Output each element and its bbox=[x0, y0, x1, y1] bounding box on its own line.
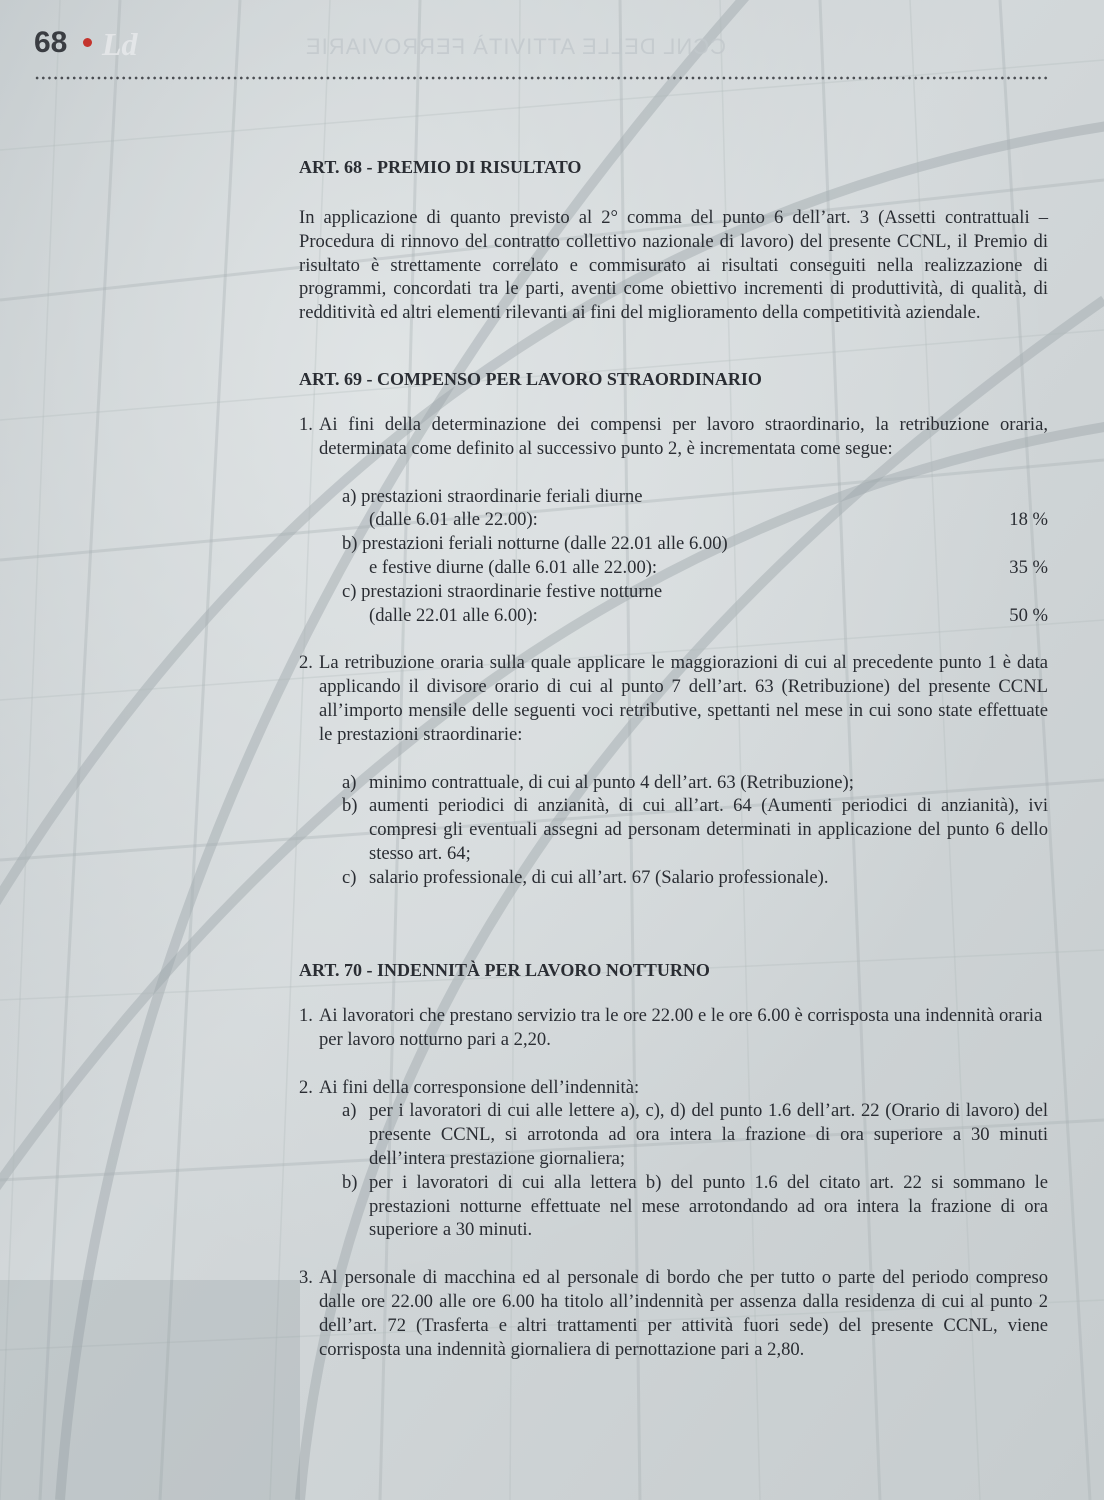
rate-line1: c) prestazioni straordinarie festive notturne bbox=[342, 580, 663, 602]
item-text: salario professionale, di cui all’art. 67 (Salario professionale). bbox=[369, 866, 829, 888]
item-letter: a) bbox=[342, 771, 357, 793]
art70-p1-number: 1. bbox=[299, 1005, 313, 1026]
art70-p2-number: 2. bbox=[299, 1076, 313, 1098]
art70-point-3 bbox=[299, 1266, 1048, 1361]
rate-percent: 50 % bbox=[1009, 604, 1048, 626]
page-number: 68 bbox=[34, 26, 68, 59]
item-letter: b) bbox=[342, 795, 358, 817]
art70-sub-list bbox=[342, 1099, 1048, 1242]
rate-line2: e festive diurne (dalle 6.01 alle 22.00): bbox=[369, 556, 658, 578]
art69-sub-list bbox=[342, 771, 1048, 890]
rate-percent: 35 % bbox=[1009, 556, 1048, 578]
art70-p3-text: Al personale di macchina ed al personale di bordo che per tutto o parte del periodo compreso dalle ore 22.00 alle ore 6.00 ha titolo all’indennità per assenza dalla residenza di cui al punto 2 dell’art. 72 (Trasferta e altri trattamenti per attività fuori sede) del presente CCNL, viene corrisposta una indennità giornaliera di pernottazione pari a 2,80. bbox=[319, 1267, 1048, 1360]
rate-line2: (dalle 6.01 alle 22.00): bbox=[369, 509, 538, 531]
item-letter: a) bbox=[342, 1100, 357, 1122]
item-text: per i lavoratori di cui alla lettera b) del punto 1.6 del citato art. 22 si sommano le prestazioni notturne effettuate nel mese arrotondando ad ora intera la frazione di ora superiore a 30 minuti. bbox=[369, 1171, 1048, 1241]
art69-point-2 bbox=[299, 651, 1048, 746]
rate-item bbox=[342, 485, 1048, 533]
running-head-mirrored: CCNL DELLE ATTIVITÀ FERROVIARIE bbox=[305, 34, 726, 59]
item-text: per i lavoratori di cui alle lettere a), c), d) del punto 1.6 dell’art. 22 (Orario di lavoro) del presente CCNL, si arrotonda ad ora intera la frazione di ora superiore a 30 minuti dell’intera prestazione giornaliera; bbox=[369, 1100, 1048, 1169]
publication-logo: Ld bbox=[102, 26, 138, 62]
art69-point-1 bbox=[299, 413, 1048, 461]
art70-p2-text: Ai fini della corresponsione dell’indennità: bbox=[319, 1076, 640, 1098]
list-item bbox=[342, 866, 1048, 890]
list-item bbox=[342, 1099, 1048, 1170]
rate-line1: a) prestazioni straordinarie feriali diurne bbox=[342, 485, 643, 507]
item-letter: c) bbox=[342, 866, 357, 888]
rate-line2: (dalle 22.01 alle 6.00): bbox=[369, 604, 538, 626]
item-letter: b) bbox=[342, 1171, 358, 1193]
art69-p2-number: 2. bbox=[299, 652, 313, 674]
dotted-rule bbox=[34, 76, 1048, 80]
rate-list bbox=[342, 485, 1048, 628]
art69-title: ART. 69 - COMPENSO PER LAVORO STRAORDINARIO bbox=[299, 369, 762, 389]
rate-line1: b) prestazioni feriali notturne (dalle 22.01 alle 6.00) bbox=[342, 533, 728, 555]
art70-title: ART. 70 - INDENNITÀ PER LAVORO NOTTURNO bbox=[299, 960, 710, 980]
art69-section bbox=[299, 367, 1048, 890]
art68-title: ART. 68 - PREMIO DI RISULTATO bbox=[299, 157, 582, 177]
rate-item bbox=[342, 532, 1048, 580]
rate-item bbox=[342, 580, 1048, 628]
list-item bbox=[342, 1171, 1048, 1242]
art70-p3-number: 3. bbox=[299, 1267, 313, 1289]
art70-point-2 bbox=[299, 1076, 1048, 1100]
art69-p2-text: La retribuzione oraria sulla quale applicare le maggiorazioni di cui al precedente punto 1 è data applicando il divisore orario di cui al punto 7 dell’art. 63 (Retribuzione) del presente CCNL all’importo mensile delle seguenti voci retributive, spettanti nel mese in cui sono state effettuate le prestazioni straordinarie: bbox=[319, 652, 1048, 745]
art68-section bbox=[299, 155, 1048, 325]
art70-p1-text: Ai lavoratori che prestano servizio tra le ore 22.00 e le ore 6.00 è corrisposta una indennità oraria per lavoro notturno pari a 2,20. bbox=[319, 1005, 1043, 1050]
item-text: aumenti periodici di anzianità, di cui all’art. 64 (Aumenti periodici di anzianità), ivi compresi gli eventuali assegni ad personam determinati in applicazione del punto 6 dello stesso art. 64; bbox=[369, 795, 1048, 864]
red-bullet-icon bbox=[83, 38, 92, 47]
art70-section bbox=[299, 958, 1048, 1361]
list-item bbox=[342, 771, 1048, 795]
art69-p1-number: 1. bbox=[299, 414, 313, 435]
rate-percent: 18 % bbox=[1009, 509, 1048, 531]
art68-paragraph: In applicazione di quanto previsto al 2° comma del punto 6 dell’art. 3 (Assetti contrattuali – Procedura di rinnovo del contratto collettivo nazionale di lavoro) del presente CCNL, il Premio di risultato è strettamente correlato e commisurato ai risultati conseguiti nella realizzazione di programmi, concordati tra le parti, aventi come obiettivo incrementi di produttività, di qualità, di redditività ed altri elementi rilevanti ai fini del miglioramento della competitività aziendale. bbox=[299, 207, 1048, 324]
art69-p1-text: Ai fini della determinazione dei compensi per lavoro straordinario, la retribuzione oraria, determinata come definito al successivo punto 2, è incrementata come segue: bbox=[319, 414, 1048, 459]
list-item bbox=[342, 794, 1048, 865]
item-text: minimo contrattuale, di cui al punto 4 dell’art. 63 (Retribuzione); bbox=[369, 771, 854, 793]
art70-point-1 bbox=[299, 1004, 1048, 1052]
